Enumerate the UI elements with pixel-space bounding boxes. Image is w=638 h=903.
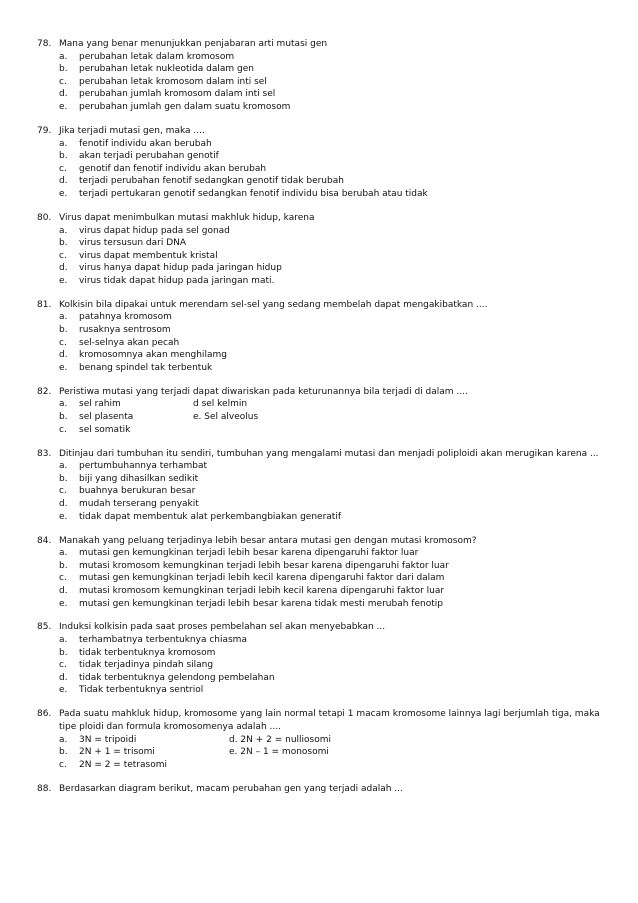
question-text: Peristiwa mutasi yang terjadi dapat diwariskan pada keturunannya bila terjadi di dalam .... <box>59 386 468 397</box>
question-number: 84. <box>37 535 52 546</box>
option-letter: e. <box>59 188 68 199</box>
option-text: perubahan letak dalam kromosom <box>79 51 235 62</box>
option-a <box>59 225 607 238</box>
option-c <box>59 250 607 263</box>
option-letter: a. <box>59 225 68 236</box>
option-letter: d. <box>59 350 68 361</box>
option-text: genotif dan fenotif individu akan berubah <box>79 163 267 174</box>
option-text: tidak terjadinya pindah silang <box>79 660 214 671</box>
option-e <box>59 684 607 697</box>
question-84 <box>37 535 607 611</box>
option-text: sel plasenta <box>79 412 134 422</box>
option-b <box>59 237 607 250</box>
question-text: Manakah yang peluang terjadinya lebih besar antara mutasi gen dengan mutasi kromosom? <box>59 535 477 546</box>
option-c <box>59 163 607 176</box>
option-a <box>59 398 193 411</box>
option-d <box>229 734 331 747</box>
option-text: e. 2N – 1 = monosomi <box>229 747 329 758</box>
option-text: 2N + 1 = trisomi <box>79 747 155 758</box>
question-number: 79. <box>37 125 52 136</box>
option-text: terjadi perubahan fenotif sedangkan genotif tidak berubah <box>79 176 344 187</box>
option-d <box>59 349 607 362</box>
question-number: 85. <box>37 622 52 633</box>
option-letter: e. <box>59 101 68 112</box>
option-a <box>59 311 607 324</box>
question-81 <box>37 299 607 375</box>
option-letter: a. <box>59 734 68 745</box>
option-d <box>59 175 607 188</box>
option-letter: b. <box>59 473 68 484</box>
option-text: terhambatnya terbentuknya chiasma <box>79 635 247 646</box>
option-text: perubahan letak kromosom dalam inti sel <box>79 76 267 87</box>
option-letter: b. <box>59 412 68 422</box>
option-b <box>59 411 193 424</box>
option-grid <box>59 734 607 772</box>
question-text: Induksi kolkisin pada saat proses pembelahan sel akan menyebabkan ... <box>59 622 386 633</box>
question-text: Berdasarkan diagram berikut, macam perubahan gen yang terjadi adalah ... <box>59 783 403 794</box>
option-c <box>59 759 229 772</box>
option-text: virus tersusun dari DNA <box>79 238 187 249</box>
question-number: 80. <box>37 212 52 223</box>
option-list <box>59 460 607 523</box>
option-letter: d. <box>59 498 68 509</box>
question-sheet <box>37 38 607 807</box>
option-letter: a. <box>59 312 68 323</box>
option-row <box>59 398 607 411</box>
option-text: perubahan jumlah gen dalam suatu kromosom <box>79 101 291 112</box>
question-number: 86. <box>37 709 52 720</box>
question-text: Kolkisin bila dipakai untuk merendam sel-sel yang sedang membelah dapat mengakibatkan .... <box>59 299 488 310</box>
option-grid <box>59 398 607 436</box>
option-e <box>59 275 607 288</box>
question-number: 78. <box>37 39 52 49</box>
option-text: Tidak terbentuknya sentriol <box>79 685 204 696</box>
option-letter: e. <box>59 511 68 522</box>
option-letter: e. <box>59 598 68 609</box>
option-a <box>59 547 607 560</box>
option-row <box>59 746 607 759</box>
option-letter: c. <box>59 573 67 584</box>
option-e <box>59 511 607 524</box>
option-text: e. Sel alveolus <box>193 412 259 422</box>
option-letter: a. <box>59 635 68 646</box>
question-text: Pada suatu mahkluk hidup, kromosome yang lain normal tetapi 1 macam kromosome lainnya lagi berjumlah tiga, maka tipe ploidi dan formula kromosomenya adalah .... <box>59 709 600 733</box>
option-letter: b. <box>59 238 68 249</box>
option-b <box>59 324 607 337</box>
question-text: Jika terjadi mutasi gen, maka .... <box>59 125 205 136</box>
option-b <box>59 746 229 759</box>
question-86 <box>37 708 607 771</box>
option-letter: c. <box>59 486 67 497</box>
option-a <box>59 634 607 647</box>
option-c <box>59 485 607 498</box>
question-88 <box>37 783 607 796</box>
option-letter: a. <box>59 399 68 410</box>
option-letter: d. <box>59 585 68 596</box>
option-b <box>59 647 607 660</box>
option-text: perubahan jumlah kromosom dalam inti sel <box>79 89 276 100</box>
option-e <box>59 188 607 201</box>
option-list <box>59 225 607 288</box>
question-80 <box>37 212 607 288</box>
option-text: akan terjadi perubahan genotif <box>79 151 219 162</box>
option-e <box>229 746 329 759</box>
option-text: mutasi kromosom kemungkinan terjadi lebih kecil karena dipengaruhi faktor luar <box>79 585 445 596</box>
option-text: perubahan letak nukleotida dalam gen <box>79 64 254 75</box>
question-text: Virus dapat menimbulkan mutasi makhluk hidup, karena <box>59 212 315 223</box>
option-letter: c. <box>59 76 67 87</box>
option-letter: a. <box>59 51 68 62</box>
option-letter: b. <box>59 560 68 571</box>
option-letter: b. <box>59 64 68 75</box>
option-b <box>59 560 607 573</box>
option-row <box>59 759 607 772</box>
option-text: mutasi gen kemungkinan terjadi lebih kecil karena dipengaruhi faktor dari dalam <box>79 573 445 584</box>
option-b <box>59 150 607 163</box>
option-letter: c. <box>59 759 67 770</box>
question-79 <box>37 125 607 201</box>
option-c <box>59 76 607 89</box>
option-d <box>193 398 247 411</box>
option-a <box>59 51 607 64</box>
option-row <box>59 424 607 437</box>
option-a <box>59 734 229 747</box>
option-letter: a. <box>59 461 68 472</box>
option-letter: e. <box>59 685 68 696</box>
option-d <box>59 498 607 511</box>
option-text: virus dapat hidup pada sel gonad <box>79 225 230 236</box>
option-letter: c. <box>59 163 67 174</box>
option-text: mutasi gen kemungkinan terjadi lebih besar karena dipengaruhi faktor luar <box>79 548 419 559</box>
option-letter: d. <box>59 176 68 187</box>
option-letter: e. <box>59 275 68 286</box>
option-letter: e. <box>59 362 68 373</box>
option-text: sel-selnya akan pecah <box>79 337 180 348</box>
option-c <box>59 424 193 437</box>
option-list <box>59 51 607 114</box>
option-a <box>59 138 607 151</box>
question-78 <box>37 38 607 114</box>
option-row <box>59 734 607 747</box>
option-letter: a. <box>59 548 68 559</box>
question-number: 88. <box>37 783 52 794</box>
option-letter: d. <box>59 89 68 100</box>
option-text: buahnya berukuran besar <box>79 486 196 497</box>
option-text: sel somatik <box>79 424 131 435</box>
option-text: benang spindel tak terbentuk <box>79 362 213 373</box>
option-text: fenotif individu akan berubah <box>79 138 212 149</box>
option-e <box>193 411 258 424</box>
option-e <box>59 362 607 375</box>
option-text: terjadi pertukaran genotif sedangkan fenotif individu bisa berubah atau tidak <box>79 188 428 199</box>
option-list <box>59 547 607 610</box>
option-letter: c. <box>59 250 67 261</box>
option-list <box>59 138 607 201</box>
option-text: virus hanya dapat hidup pada jaringan hidup <box>79 263 282 274</box>
option-text: d sel kelmin <box>193 399 248 410</box>
question-83 <box>37 448 607 524</box>
option-e <box>59 598 607 611</box>
question-85 <box>37 621 607 697</box>
option-e <box>59 101 607 114</box>
question-number: 82. <box>37 386 52 397</box>
option-letter: b. <box>59 151 68 162</box>
option-d <box>59 262 607 275</box>
option-a <box>59 460 607 473</box>
option-text: virus dapat membentuk kristal <box>79 250 218 261</box>
option-text: mudah terserang penyakit <box>79 498 199 509</box>
option-text: tidak dapat membentuk alat perkembangbiakan generatif <box>79 511 341 522</box>
option-list <box>59 634 607 697</box>
question-text: Mana yang benar menunjukkan penjabaran arti mutasi gen <box>59 39 328 49</box>
option-letter: c. <box>59 424 67 435</box>
option-letter: b. <box>59 325 68 336</box>
option-text: kromosomnya akan menghilamg <box>79 350 227 361</box>
option-b <box>59 63 607 76</box>
option-text: biji yang dihasilkan sedikit <box>79 473 199 484</box>
option-d <box>59 672 607 685</box>
option-c <box>59 337 607 350</box>
option-text: d. 2N + 2 = nulliosomi <box>229 734 332 745</box>
option-text: virus tidak dapat hidup pada jaringan mati. <box>79 275 275 286</box>
question-number: 81. <box>37 299 52 310</box>
option-letter: d. <box>59 672 68 683</box>
option-text: pertumbuhannya terhambat <box>79 461 208 472</box>
option-letter: d. <box>59 263 68 274</box>
option-text: 3N = tripoidi <box>79 734 137 745</box>
option-text: mutasi gen kemungkinan terjadi lebih besar karena tidak mesti merubah fenotip <box>79 598 443 609</box>
option-text: patahnya kromosom <box>79 312 172 323</box>
option-letter: c. <box>59 660 67 671</box>
option-text: tidak terbentuknya kromosom <box>79 647 216 658</box>
option-c <box>59 659 607 672</box>
option-row <box>59 411 607 424</box>
option-letter: b. <box>59 647 68 658</box>
option-list <box>59 311 607 374</box>
option-letter: b. <box>59 747 68 758</box>
option-text: mutasi kromosom kemungkinan terjadi lebih besar karena dipengaruhi faktor luar <box>79 560 449 571</box>
option-c <box>59 572 607 585</box>
option-text: rusaknya sentrosom <box>79 325 171 336</box>
option-letter: c. <box>59 337 67 348</box>
option-text: tidak terbentuknya gelendong pembelahan <box>79 672 275 683</box>
option-d <box>59 585 607 598</box>
option-d <box>59 88 607 101</box>
option-text: sel rahim <box>79 399 121 410</box>
option-text: 2N = 2 = tetrasomi <box>79 759 167 770</box>
question-text: Ditinjau dari tumbuhan itu sendiri, tumbuhan yang mengalami mutasi dan menjadi poliploidi akan merugikan karena ... <box>59 448 599 459</box>
option-letter: a. <box>59 138 68 149</box>
option-b <box>59 473 607 486</box>
question-82 <box>37 386 607 436</box>
question-number: 83. <box>37 448 52 459</box>
